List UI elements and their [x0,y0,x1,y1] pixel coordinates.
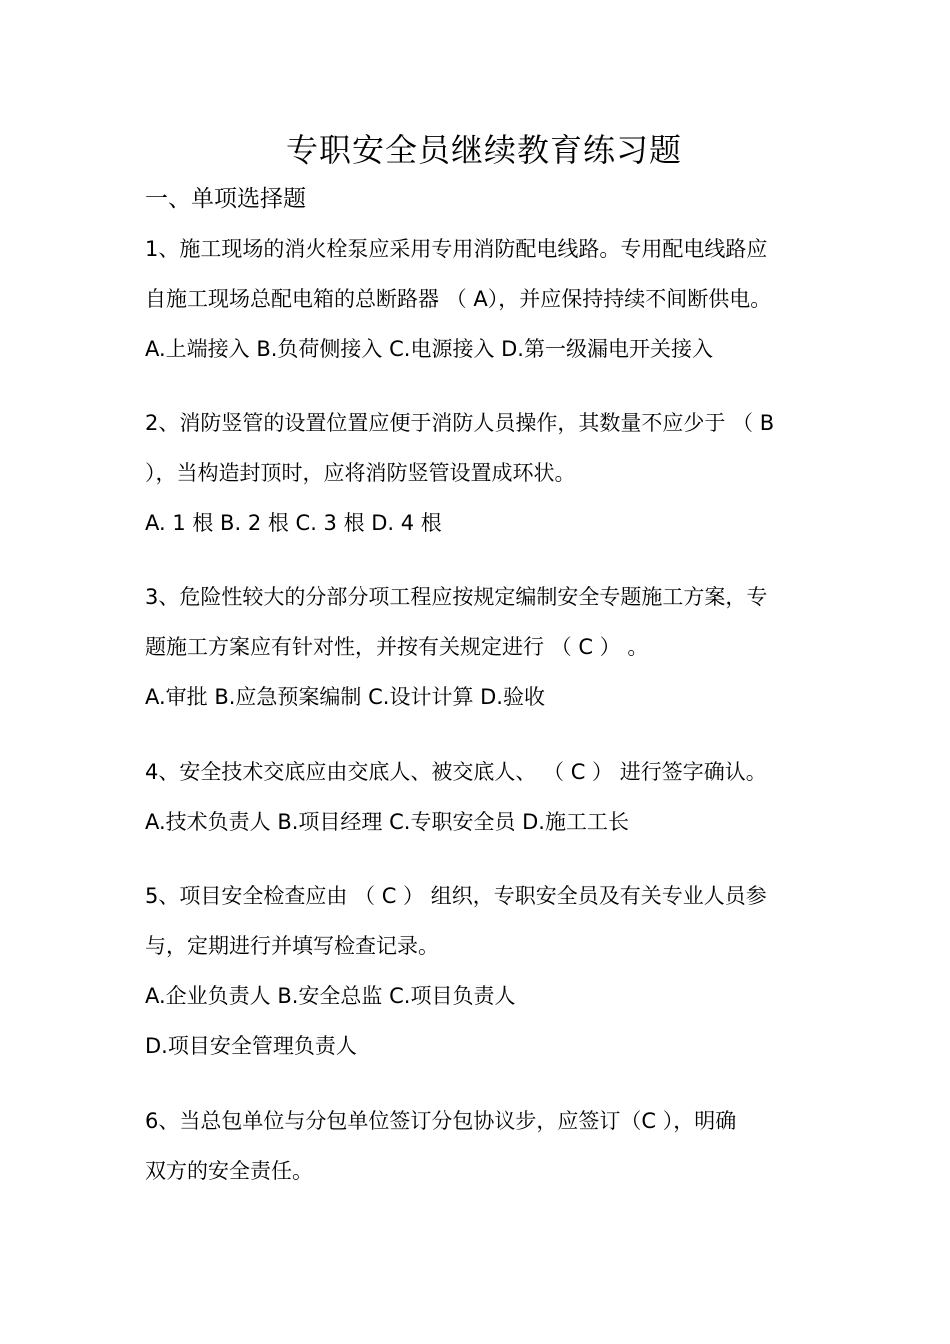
question-3-options: A.审批 B.应急预案编制 C.设计计算 D.验收 [145,685,545,709]
question-6-line-2: 双方的安全责任。 [145,1159,313,1183]
document-title: 专职安全员继续教育练习题 [285,131,682,169]
question-5-options-1: A.企业负责人 B.安全总监 C.项目负责人 [145,984,516,1008]
question-6-line-1: 6、当总包单位与分包单位签订分包协议步，应签订（C ），明确 [145,1109,737,1133]
question-1-line-1: 1、施工现场的消火栓泵应采用专用消防配电线路。专用配电线路应 [145,237,768,261]
question-2-line-1: 2、消防竖管的设置位置应便于消防人员操作，其数量不应少于 （ B [145,411,775,435]
question-4-line-1: 4、安全技术交底应由交底人、被交底人、 （ C ） 进行签字确认。 [145,760,767,784]
question-4-options: A.技术负责人 B.项目经理 C.专职安全员 D.施工工长 [145,810,629,834]
question-1-options: A.上端接入 B.负荷侧接入 C.电源接入 D.第一级漏电开关接入 [145,337,713,361]
section-heading: 一、单项选择题 [145,186,306,212]
question-5-line-1: 5、项目安全检查应由 （ C ） 组织，专职安全员及有关专业人员参 [145,884,767,908]
question-3-line-1: 3、危险性较大的分部分项工程应按规定编制安全专题施工方案，专 [145,585,768,609]
question-3-line-2: 题施工方案应有针对性，并按有关规定进行 （ C ） 。 [145,635,649,659]
question-5-options-2: D.项目安全管理负责人 [145,1034,357,1058]
question-1-line-2: 自施工现场总配电箱的总断路器 （ A），并应保持持续不间断供电。 [145,287,772,311]
question-2-options: A. 1 根 B. 2 根 C. 3 根 D. 4 根 [145,511,442,535]
question-5-line-2: 与，定期进行并填写检查记录。 [145,934,439,958]
question-2-line-2: ），当构造封顶时，应将消防竖管设置成环状。 [145,461,576,485]
